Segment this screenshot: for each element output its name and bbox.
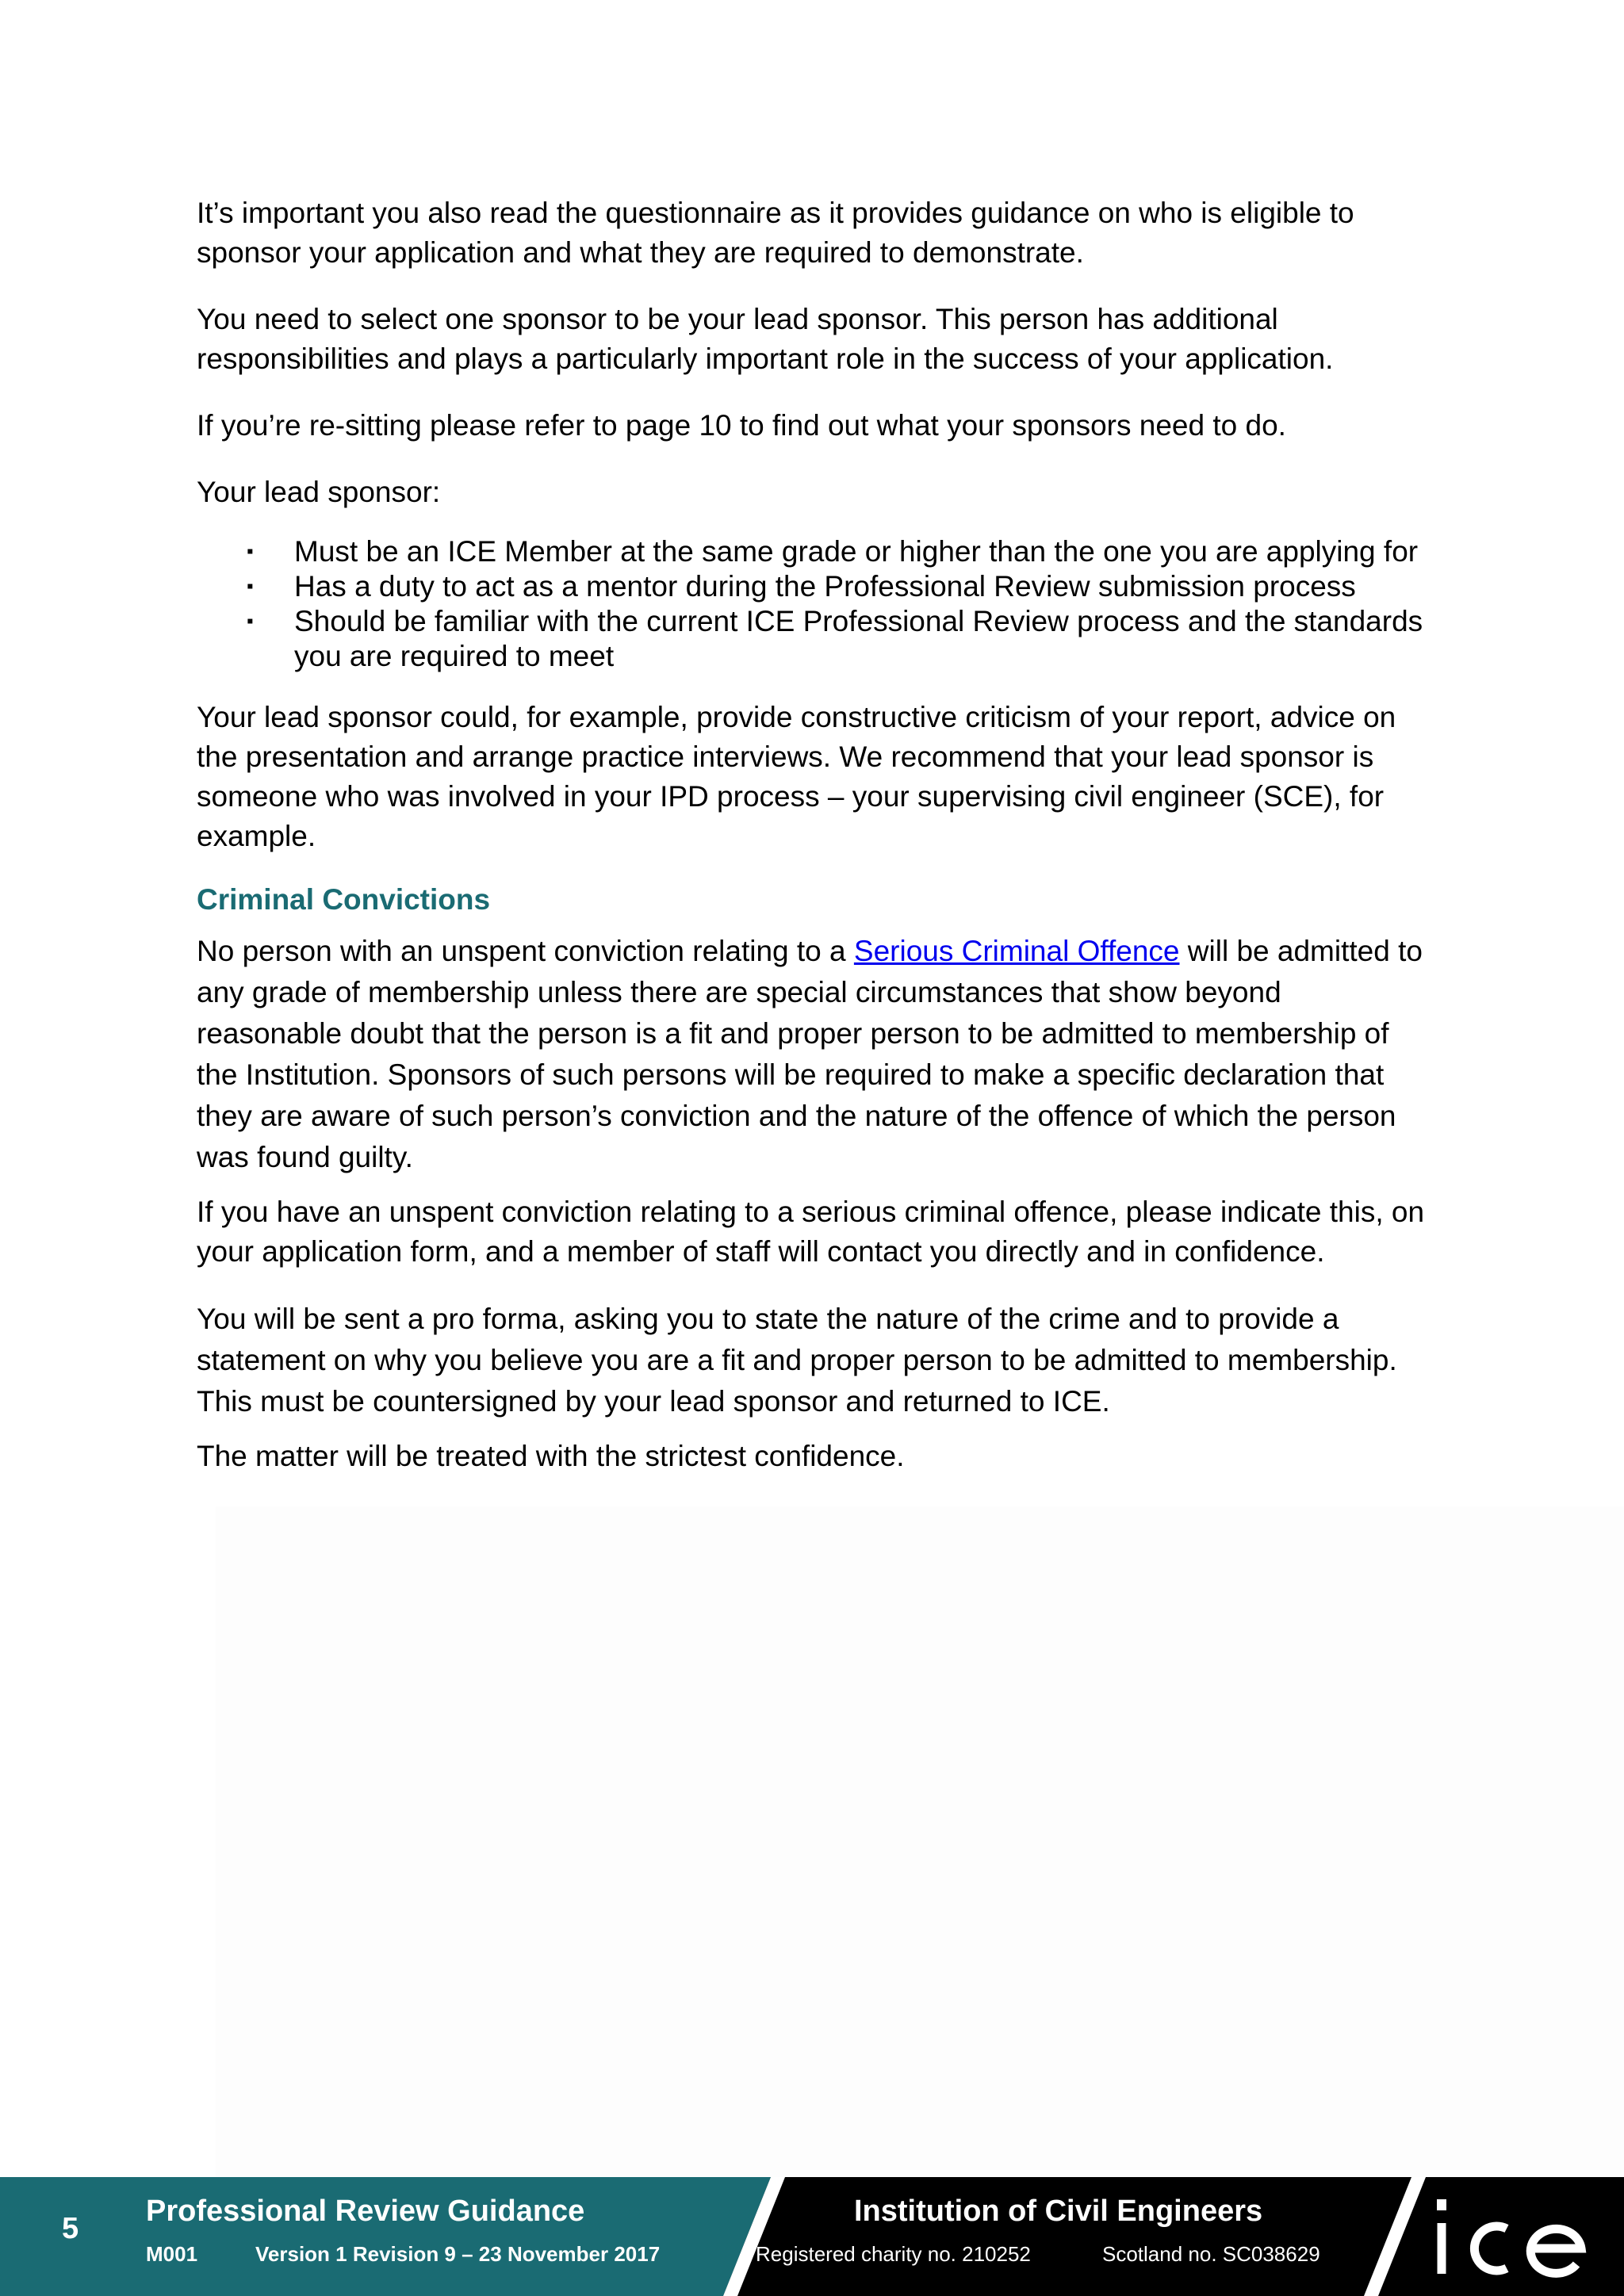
bullet-square-icon: ▪ [247, 541, 254, 562]
serious-criminal-offence-link[interactable]: Serious Criminal Offence [853, 935, 1180, 967]
paragraph-lead-sponsor-select: You need to select one sponsor to be your lead sponsor. This person has additional responsibilities and plays a particularly important role in the success of your application. [197, 303, 1334, 375]
footer-scotland-number: Scotland no. SC038629 [1102, 2242, 1320, 2266]
paragraph-lead-sponsor-intro: Your lead sponsor: [197, 476, 441, 508]
footer-document-version: Version 1 Revision 9 – 23 November 2017 [255, 2242, 661, 2266]
list-item-text: Has a duty to act as a mentor during the Professional Review submission process [294, 570, 1356, 603]
bullet-square-icon: ▪ [247, 576, 254, 597]
paragraph-pro-forma: You will be sent a pro forma, asking you to state the nature of the crime and to provide a statement on why you believe you are a fit and proper person to be admitted to membership. This must be countersigned by your lead sponsor and returned to ICE. [197, 1303, 1397, 1418]
list-item [197, 534, 1434, 569]
list-item-text: Should be familiar with the current ICE Professional Review process and the standards you are required to meet [294, 605, 1423, 672]
bullet-square-icon: ▪ [247, 610, 254, 632]
footer-document-title: Professional Review Guidance [146, 2195, 585, 2228]
list-item [197, 604, 1434, 674]
paragraph-unspent-conviction [197, 931, 1434, 1178]
footer-organisation-name: Institution of Civil Engineers [854, 2195, 1263, 2228]
page-number: 5 [62, 2212, 79, 2245]
lead-sponsor-requirements-list [197, 534, 1434, 674]
footer-charity-number: Registered charity no. 210252 [756, 2242, 1031, 2266]
list-item [197, 569, 1434, 604]
paragraph-resitting: If you’re re-sitting please refer to page 10 to find out what your sponsors need to do. [197, 409, 1286, 442]
list-item-text: Must be an ICE Member at the same grade or higher than the one you are applying for [294, 535, 1419, 568]
page-background-tint [216, 1506, 1624, 2177]
footer-document-code: M001 [146, 2242, 198, 2266]
paragraph-questionnaire: It’s important you also read the questionnaire as it provides guidance on who is eligible to sponsor your application and what they are required to demonstrate. [197, 197, 1354, 269]
document-body [197, 193, 1434, 1476]
footer-white-stripe-right [1364, 2177, 1426, 2296]
paragraph-indicate-conviction: If you have an unspent conviction relating to a serious criminal offence, please indicate this, on your application form, and a member of staff will contact you directly and in confidence. [197, 1196, 1425, 1268]
paragraph-text-after-link: will be admitted to any grade of membership unless there are special circumstances that show beyond reasonable doubt that the person is a fit and proper person to be admitted to membership of the Institution. Sponsors of such persons will be required to make a specific declaration that they are aware of such person’s conviction and the nature of the offence of which the person was found guilty. [197, 935, 1423, 1173]
criminal-convictions-heading: Criminal Convictions [197, 883, 491, 916]
ice-logo-icon [1435, 2191, 1594, 2279]
paragraph-lead-sponsor-role: Your lead sponsor could, for example, provide constructive criticism of your report, advice on the presentation and arrange practice interviews. We recommend that your lead sponsor is someone who was involved in your IPD process – your supervising civil engineer (SCE), for example. [197, 701, 1396, 852]
page-footer [0, 2177, 1624, 2296]
paragraph-text-before-link: No person with an unspent conviction relating to a [197, 935, 854, 967]
paragraph-confidence: The matter will be treated with the strictest confidence. [197, 1440, 905, 1472]
